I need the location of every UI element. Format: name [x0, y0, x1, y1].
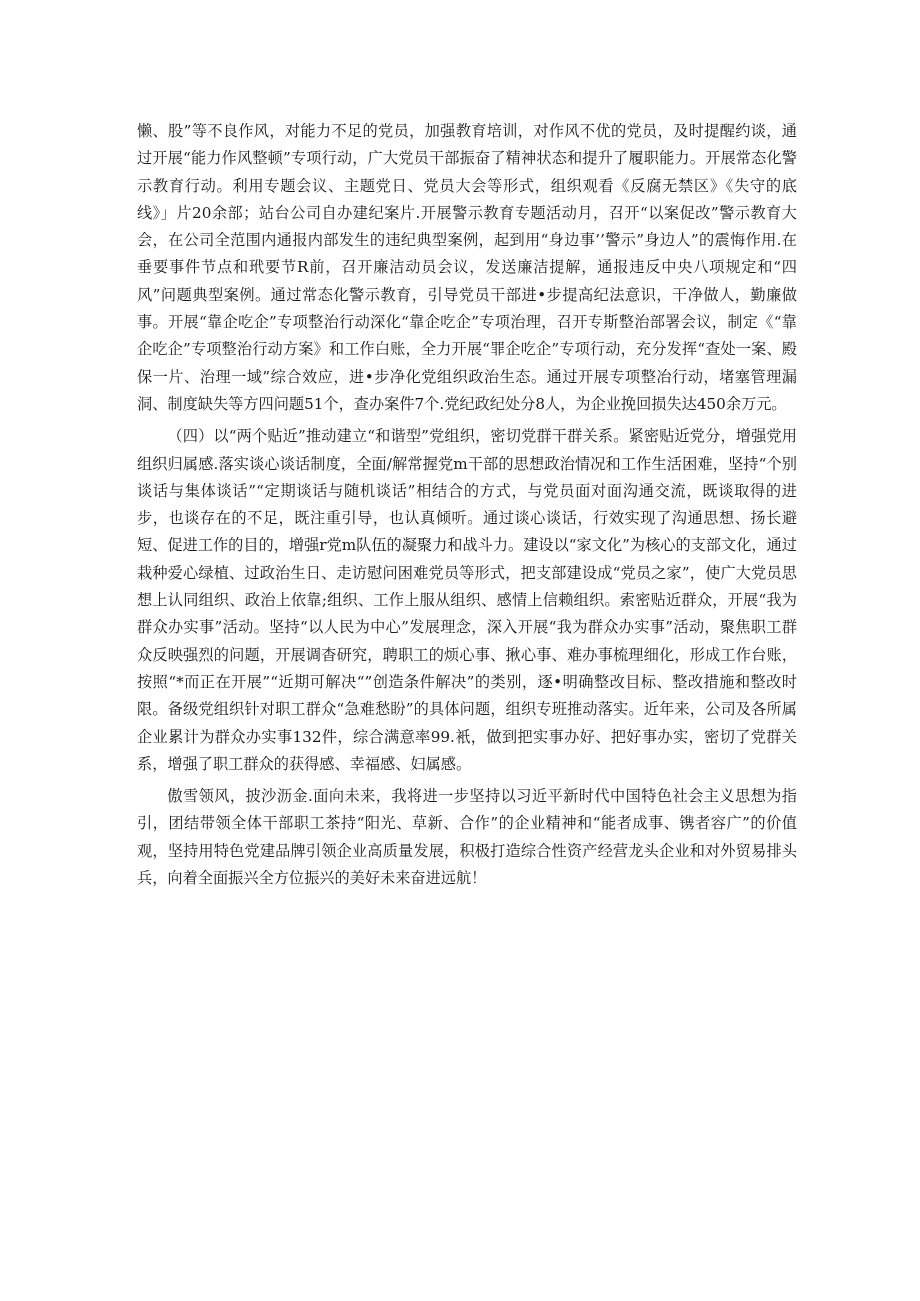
paragraph-conclusion: 傲雪领风，披沙沥金.面向未来，我将进一步坚持以习近平新时代中国特色社会主义思想为指引，团结带领全体干部职工茶持“阳光、草新、合作”的企业精神和“能者成事、镌者容广”的价值观，坚持用特色党建品牌引领企业高质量发展，积极打造综合性资产经营龙头企业和对外贸易排头兵，向着全面振兴全方位振兴的美好未来奋进远航！ — [137, 787, 797, 888]
paragraph-supervision: 懒、股”等不良作风，对能力不足的党员，加强教育培训，对作风不优的党员，及时提醒约谈，通过开展“能力作风整顿”专项行动，广大党员干部振奋了精神状态和提升了履职能力。开展常态化警示教育行动。利用专题会议、主题党日、党员大会等形式，组织观看《反腐无禁区》《失守的底线》」片20余部；站台公司自办建纪案片.开展警示教育专题活动月，召开“以案促改”警示教育大会，在公司全范围内通报内部发生的违纪典型案例，起到用“身边事’’警示”身边人”的震悔作用.在垂要事件节点和玳要节R前，召开廉洁动员会议，发送廉洁提解，通报违反中央八项规定和“四风”问题典型案例。通过常态化警示教育，引导党员干部进•步提高纪法意识，干净做人，勤廉做事。开展“靠企吃企”专项整治行动深化“靠企吃企”专项治理，召开专斯整治部署会议，制定《“靠企吃企”专项整治行动方案》和工作白账，全力开展“罪企吃企”专项行动，充分发挥“查处一案、殿保一片、治理一域”综合效应，进•步净化党组织政治生态。通过开展专项整冶行动，堵塞管理漏洞、制度缺失等方四问题51个，查办案件7个.党纪政纪处分8人，为企业挽回损失达450余万元。 — [137, 122, 797, 413]
paragraph-two-closeness: （四）以“两个贴近”推动建立“和谐型”党组织，密切党群干群关系。紧密贴近党分，增强党用组织归属感.落实谈心谈话制度，全面/解常握党m干部的思想政治情况和工作生活困难，坚持“个别谈话与集体谈话”“定期谈话与随机谈话”相结合的方式，与党员面对面沟通交流，既谈取得的进步，也谈存在的不足，既注重引导，也认真倾听。通过谈心谈话，行效实现了沟通思想、扬长避短、促进工作的目的，增强r党m队伍的凝聚力和战斗力。建设以“家文化”为核心的支部文化，通过栽种爱心绿植、过政治生日、走访慰问困难党员等形式，把支部建设成“党员之家”，使广大党员思想上认同组织、政治上依靠;组织、工作上服从组织、感情上信赖组织。索密贴近群众，开展“我为群众办实事”活动。坚持“以人民为中心”发展理念，深入开展“我为群众办实事”活动，聚焦职工群众反映强烈的问题，开展调杳研究，聘职工的烦心事、揪心事、难办事梳理细化，形成工作台账，按照“*而正在开展”“近期可解决“”创造条件解决”的类别，逐•明确整改目标、整改措施和整改时限。备级党组织针对职工群众“急难愁盼”的具体问题，组织专班推动落实。近年来，公司及各所属企业累计为群众办实事132件，综合满意率99.衹，做到把实事办好、把好事办实，密切了党群关系，增强了职工群众的获得感、幸福感、妇属感。 — [137, 427, 797, 773]
document-body — [137, 118, 797, 897]
